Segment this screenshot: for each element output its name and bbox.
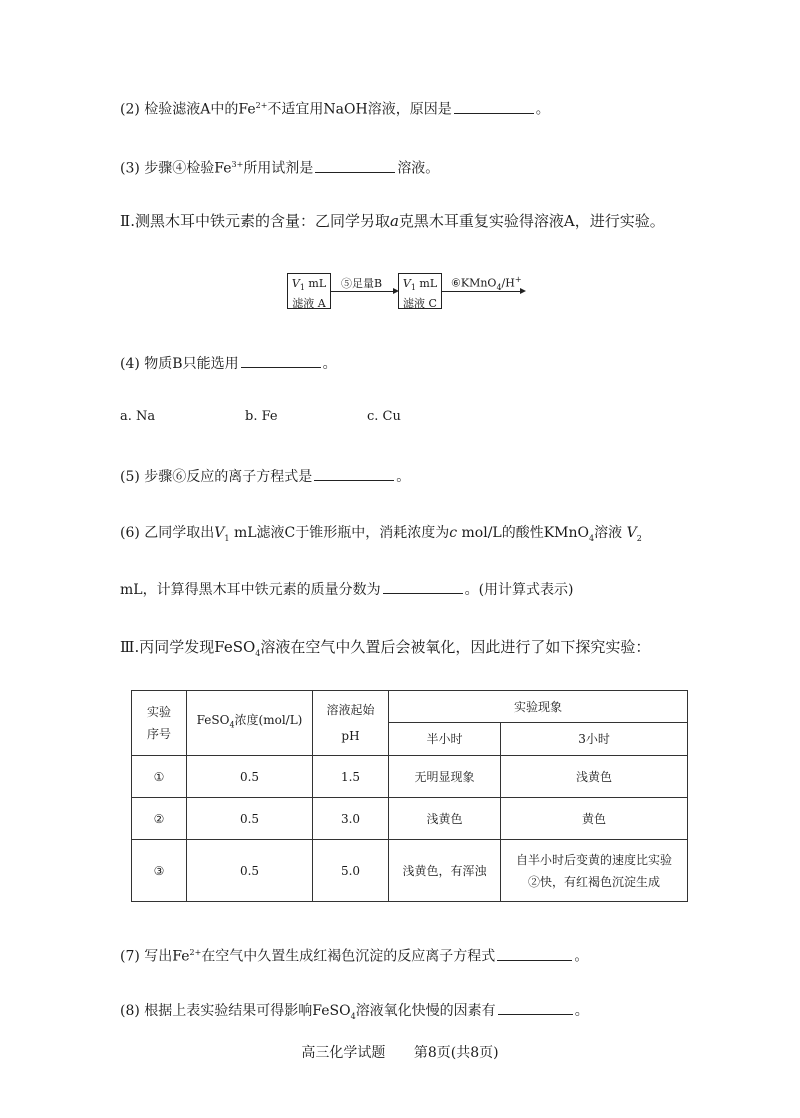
question-3: (3) 步骤④检验$Fe^{3+}$所用试剂是 溶液。 <box>120 155 439 179</box>
question-6-line-2: mL，计算得黑木耳中铁元素的质量分数为 。(用计算式表示) <box>120 579 574 600</box>
part-2-heading: Ⅱ.测黑木耳中铁元素的含量：乙同学另取a克黑木耳重复实验得溶液A，进行实验。 <box>120 212 665 230</box>
answer-blank-6[interactable] <box>383 579 463 594</box>
question-8: (8) 根据上表实验结果可得影响FeSO$_4$溶液氧化快慢的因素有 。 <box>120 1000 589 1027</box>
question-4: (4) 物质B只能选用 。 <box>120 353 337 374</box>
flow-box-filtrate-c: $V_1$ mL 滤液 C <box>398 273 442 309</box>
flow-arrow-1 <box>331 291 397 292</box>
table-row: ③ 0.5 5.0 浅黄色，有浑浊 自半小时后变黄的速度比实验②快，有红褐色沉淀生成 <box>132 840 688 902</box>
experiment-table <box>131 690 688 902</box>
header-phenomenon: 实验现象 <box>389 691 688 723</box>
options-row <box>120 409 520 429</box>
answer-blank-4[interactable] <box>241 353 321 368</box>
table-row: ② 0.5 3.0 浅黄色 黄色 <box>132 798 688 840</box>
option-c[interactable]: c. Cu <box>367 409 401 424</box>
question-2: (2) 检验滤液A中的$Fe^{2+}$不适宜用NaOH溶液，原因是 。 <box>120 96 550 120</box>
table-header-row-1 <box>132 691 688 723</box>
page-footer <box>0 1042 800 1062</box>
flow-box-filtrate-a: $V_1$ mL 滤液 A <box>287 273 331 309</box>
header-seq: 实验序号 <box>132 691 187 756</box>
option-a[interactable]: a. Na <box>120 409 156 424</box>
flow-step-5: ⑤足量B <box>341 277 383 290</box>
flow-step-6: ⑥KMnO$_4$/H+ <box>451 275 522 292</box>
question-7: (7) 写出$Fe^{2+}$在空气中久置生成红褐色沉淀的反应离子方程式 。 <box>120 943 588 967</box>
table-row: ① 0.5 1.5 无明显现象 浅黄色 <box>132 756 688 798</box>
question-6-line-1: (6) 乙同学取出$V_1$ mL滤液C于锥形瓶中，消耗浓度为c mol/L的酸性KMnO$_4$溶液 $V_2$ <box>120 525 642 543</box>
answer-blank-7[interactable] <box>497 946 572 961</box>
header-three-hours: 3小时 <box>501 723 688 756</box>
answer-blank-8[interactable] <box>498 1000 573 1015</box>
header-half-hour: 半小时 <box>389 723 501 756</box>
footer-page-number: 第8页(共8页) <box>413 1045 499 1061</box>
answer-blank-5[interactable] <box>314 466 394 481</box>
header-ph: 溶液起始 pH <box>313 691 389 756</box>
option-b[interactable]: b. Fe <box>245 409 278 424</box>
answer-blank-2[interactable] <box>454 99 534 114</box>
header-conc: FeSO$_4$浓度(mol/L) <box>187 691 313 756</box>
part-3-heading: Ⅲ.丙同学发现FeSO$_4$溶液在空气中久置后会被氧化，因此进行了如下探究实验： <box>120 638 651 658</box>
question-5: (5) 步骤⑥反应的离子方程式是 。 <box>120 466 410 487</box>
answer-blank-3[interactable] <box>315 158 395 173</box>
footer-title: 高三化学试题 <box>301 1045 386 1061</box>
